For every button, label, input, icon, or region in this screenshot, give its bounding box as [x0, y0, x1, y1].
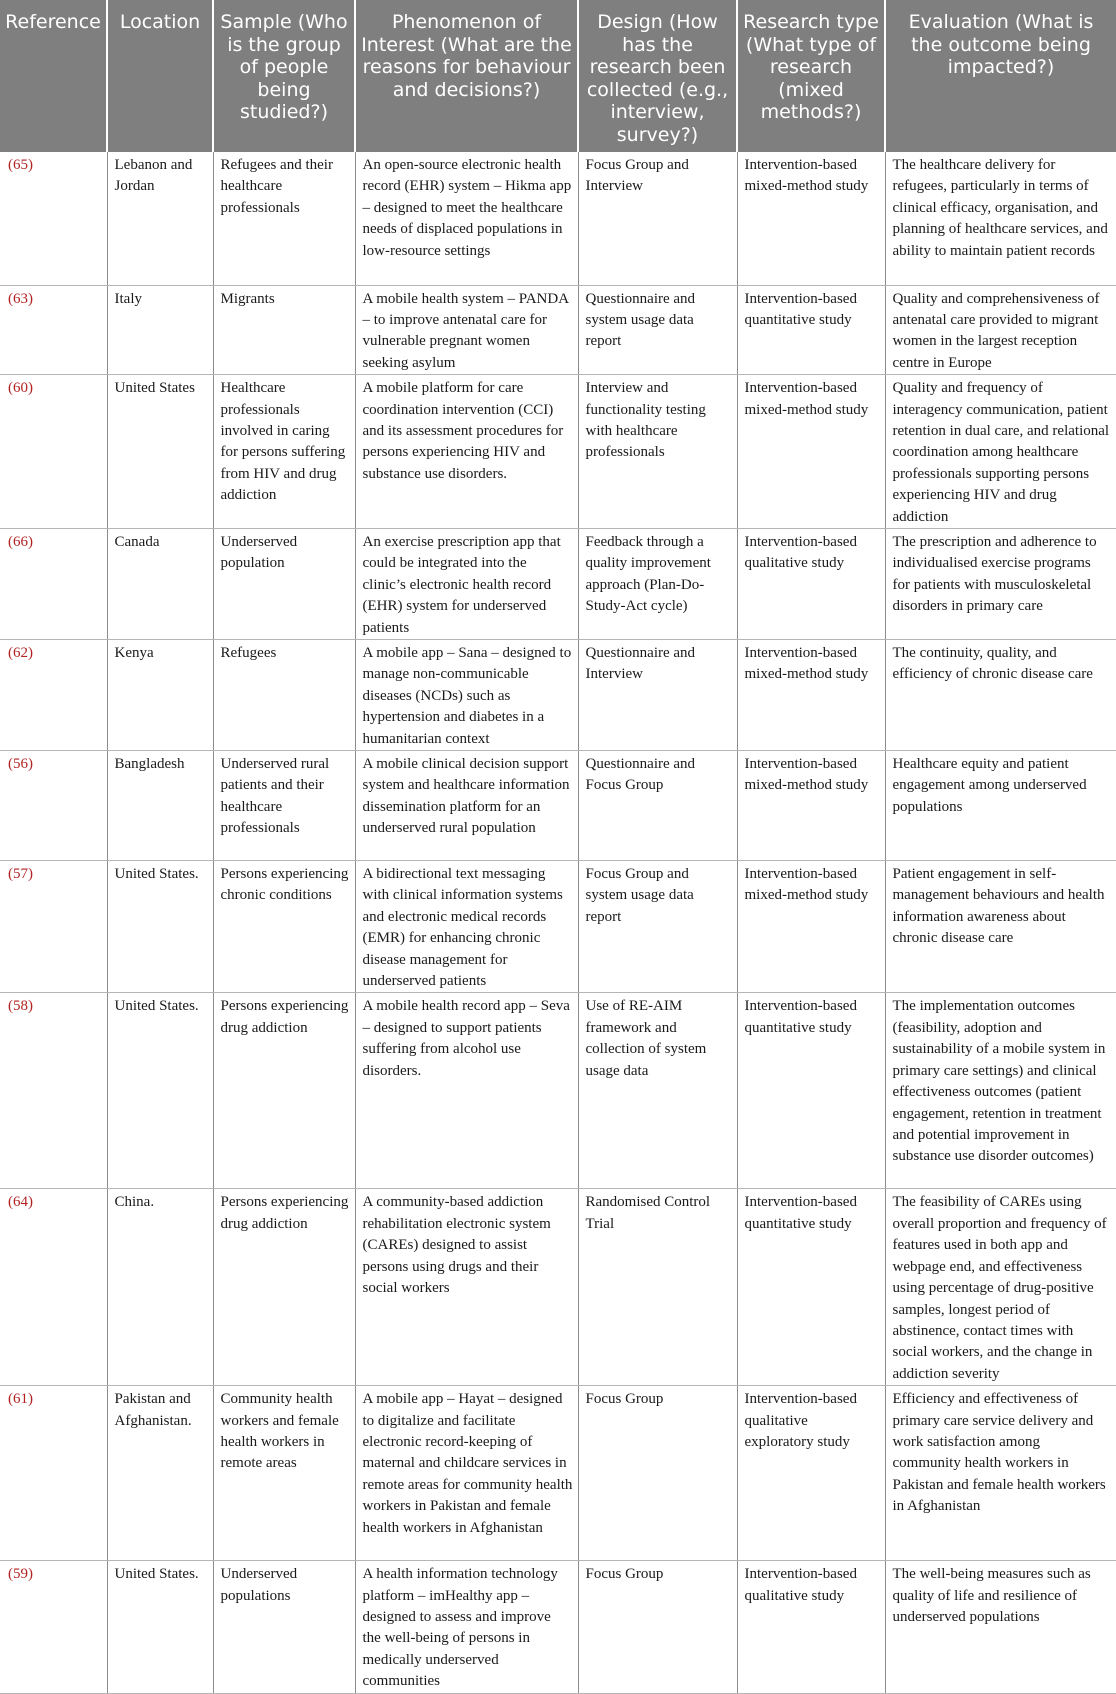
reference-link[interactable]: (58) — [0, 993, 107, 1189]
phenomenon-cell: An exercise prescription app that could be integrated into the clinic’s electronic health record (EHR) system for underserved patients — [355, 528, 578, 639]
reference-link[interactable]: (63) — [0, 285, 107, 375]
sample-cell: Underserved population — [213, 528, 355, 639]
design-cell: Questionnaire and Interview — [578, 640, 737, 751]
header-sample: Sample (Who is the group of people being studied?) — [213, 0, 355, 152]
evaluation-cell: The well-being measures such as quality of life and resilience of underserved populations — [885, 1561, 1116, 1693]
header-location: Location — [107, 0, 213, 152]
reference-link[interactable]: (65) — [0, 152, 107, 285]
research-type-cell: Intervention-based qualitative exploratory study — [737, 1386, 885, 1561]
reference-link[interactable]: (66) — [0, 528, 107, 639]
location-cell: Bangladesh — [107, 751, 213, 861]
table-row — [0, 285, 1116, 375]
reference-link[interactable]: (62) — [0, 640, 107, 751]
evaluation-cell: Quality and frequency of interagency communication, patient retention in dual care, and relational coordination among healthcare professionals supporting persons experiencing HIV and drug addiction — [885, 375, 1116, 529]
evaluation-cell: Patient engagement in self-management behaviours and health information awareness about chronic disease care — [885, 861, 1116, 993]
phenomenon-cell: An open-source electronic health record (EHR) system – Hikma app – designed to meet the healthcare needs of displaced populations in low-resource settings — [355, 152, 578, 285]
header-design: Design (How has the research been collected (e.g., interview, survey?) — [578, 0, 737, 152]
header-phenomenon: Phenomenon of Interest (What are the reasons for behaviour and decisions?) — [355, 0, 578, 152]
design-cell: Questionnaire and system usage data report — [578, 285, 737, 375]
research-type-cell: Intervention-based mixed-method study — [737, 640, 885, 751]
table-row — [0, 1189, 1116, 1386]
location-cell: Canada — [107, 528, 213, 639]
phenomenon-cell: A bidirectional text messaging with clinical information systems and electronic medical records (EMR) for enhancing chronic disease management for underserved patients — [355, 861, 578, 993]
header-row — [0, 0, 1116, 152]
table-row — [0, 1561, 1116, 1693]
evaluation-cell: The healthcare delivery for refugees, particularly in terms of clinical efficacy, organisation, and planning of healthcare services, and ability to maintain patient records — [885, 152, 1116, 285]
reference-link[interactable]: (59) — [0, 1561, 107, 1693]
table-row — [0, 152, 1116, 285]
research-type-cell: Intervention-based mixed-method study — [737, 152, 885, 285]
location-cell: United States. — [107, 861, 213, 993]
reference-link[interactable]: (60) — [0, 375, 107, 529]
sample-cell: Migrants — [213, 285, 355, 375]
header-research-type: Research type (What type of research (mixed methods?) — [737, 0, 885, 152]
table-row — [0, 1386, 1116, 1561]
evaluation-cell: The prescription and adherence to individualised exercise programs for patients with musculoskeletal disorders in primary care — [885, 528, 1116, 639]
location-cell: United States — [107, 375, 213, 529]
phenomenon-cell: A mobile health system – PANDA – to improve antenatal care for vulnerable pregnant women seeking asylum — [355, 285, 578, 375]
design-cell: Focus Group — [578, 1561, 737, 1693]
evaluation-cell: Healthcare equity and patient engagement among underserved populations — [885, 751, 1116, 861]
evaluation-cell: The feasibility of CAREs using overall proportion and frequency of features used in both app and webpage end, and effectiveness using percentage of drug-positive samples, longest period of abstinence, contact times with social workers, and the change in addiction severity — [885, 1189, 1116, 1386]
research-type-cell: Intervention-based mixed-method study — [737, 375, 885, 529]
location-cell: Pakistan and Afghanistan. — [107, 1386, 213, 1561]
design-cell: Use of RE-AIM framework and collection of system usage data — [578, 993, 737, 1189]
header-reference: Reference — [0, 0, 107, 152]
location-cell: Lebanon and Jordan — [107, 152, 213, 285]
location-cell: Italy — [107, 285, 213, 375]
sample-cell: Underserved populations — [213, 1561, 355, 1693]
location-cell: Kenya — [107, 640, 213, 751]
phenomenon-cell: A mobile app – Sana – designed to manage non-communicable diseases (NCDs) such as hypertension and diabetes in a humanitarian context — [355, 640, 578, 751]
design-cell: Interview and functionality testing with healthcare professionals — [578, 375, 737, 529]
sample-cell: Underserved rural patients and their healthcare professionals — [213, 751, 355, 861]
research-type-cell: Intervention-based mixed-method study — [737, 861, 885, 993]
location-cell: China. — [107, 1189, 213, 1386]
phenomenon-cell: A mobile app – Hayat – designed to digitalize and facilitate electronic record-keeping of maternal and childcare services in remote areas for community health workers in Pakistan and female health workers in Afghanistan — [355, 1386, 578, 1561]
table-row — [0, 375, 1116, 529]
evaluation-cell: Efficiency and effectiveness of primary care service delivery and work satisfaction among community health workers in Pakistan and female health workers in Afghanistan — [885, 1386, 1116, 1561]
location-cell: United States. — [107, 993, 213, 1189]
table-row — [0, 861, 1116, 993]
design-cell: Focus Group and system usage data report — [578, 861, 737, 993]
research-type-cell: Intervention-based quantitative study — [737, 993, 885, 1189]
table-row — [0, 751, 1116, 861]
research-type-cell: Intervention-based qualitative study — [737, 528, 885, 639]
table-row — [0, 993, 1116, 1189]
evaluation-cell: The continuity, quality, and efficiency of chronic disease care — [885, 640, 1116, 751]
research-type-cell: Intervention-based quantitative study — [737, 285, 885, 375]
design-cell: Questionnaire and Focus Group — [578, 751, 737, 861]
sample-cell: Refugees — [213, 640, 355, 751]
sample-cell: Healthcare professionals involved in caring for persons suffering from HIV and drug addiction — [213, 375, 355, 529]
research-type-cell: Intervention-based quantitative study — [737, 1189, 885, 1386]
reference-link[interactable]: (56) — [0, 751, 107, 861]
sample-cell: Persons experiencing chronic conditions — [213, 861, 355, 993]
reference-link[interactable]: (61) — [0, 1386, 107, 1561]
reference-link[interactable]: (57) — [0, 861, 107, 993]
evaluation-cell: The implementation outcomes (feasibility, adoption and sustainability of a mobile system in primary care settings) and clinical effectiveness outcomes (patient engagement, retention in treatment and potential improvement in substance use disorder outcomes) — [885, 993, 1116, 1189]
design-cell: Feedback through a quality improvement approach (Plan-Do-Study-Act cycle) — [578, 528, 737, 639]
design-cell: Focus Group and Interview — [578, 152, 737, 285]
research-type-cell: Intervention-based qualitative study — [737, 1561, 885, 1693]
sample-cell: Persons experiencing drug addiction — [213, 1189, 355, 1386]
phenomenon-cell: A community-based addiction rehabilitation electronic system (CAREs) designed to assist persons using drugs and their social workers — [355, 1189, 578, 1386]
evaluation-cell: Quality and comprehensiveness of antenatal care provided to migrant women in the largest reception centre in Europe — [885, 285, 1116, 375]
design-cell: Focus Group — [578, 1386, 737, 1561]
design-cell: Randomised Control Trial — [578, 1189, 737, 1386]
sample-cell: Persons experiencing drug addiction — [213, 993, 355, 1189]
phenomenon-cell: A mobile clinical decision support system and healthcare information dissemination platform for an underserved rural population — [355, 751, 578, 861]
table-row — [0, 640, 1116, 751]
table-row — [0, 528, 1116, 639]
location-cell: United States. — [107, 1561, 213, 1693]
phenomenon-cell: A health information technology platform – imHealthy app – designed to assess and improve the well-being of persons in medically underserved communities — [355, 1561, 578, 1693]
research-type-cell: Intervention-based mixed-method study — [737, 751, 885, 861]
sample-cell: Refugees and their healthcare professionals — [213, 152, 355, 285]
header-evaluation: Evaluation (What is the outcome being impacted?) — [885, 0, 1116, 152]
sample-cell: Community health workers and female health workers in remote areas — [213, 1386, 355, 1561]
phenomenon-cell: A mobile health record app – Seva – designed to support patients suffering from alcohol use disorders. — [355, 993, 578, 1189]
phenomenon-cell: A mobile platform for care coordination intervention (CCI) and its assessment procedures for persons experiencing HIV and substance use disorders. — [355, 375, 578, 529]
reference-link[interactable]: (64) — [0, 1189, 107, 1386]
